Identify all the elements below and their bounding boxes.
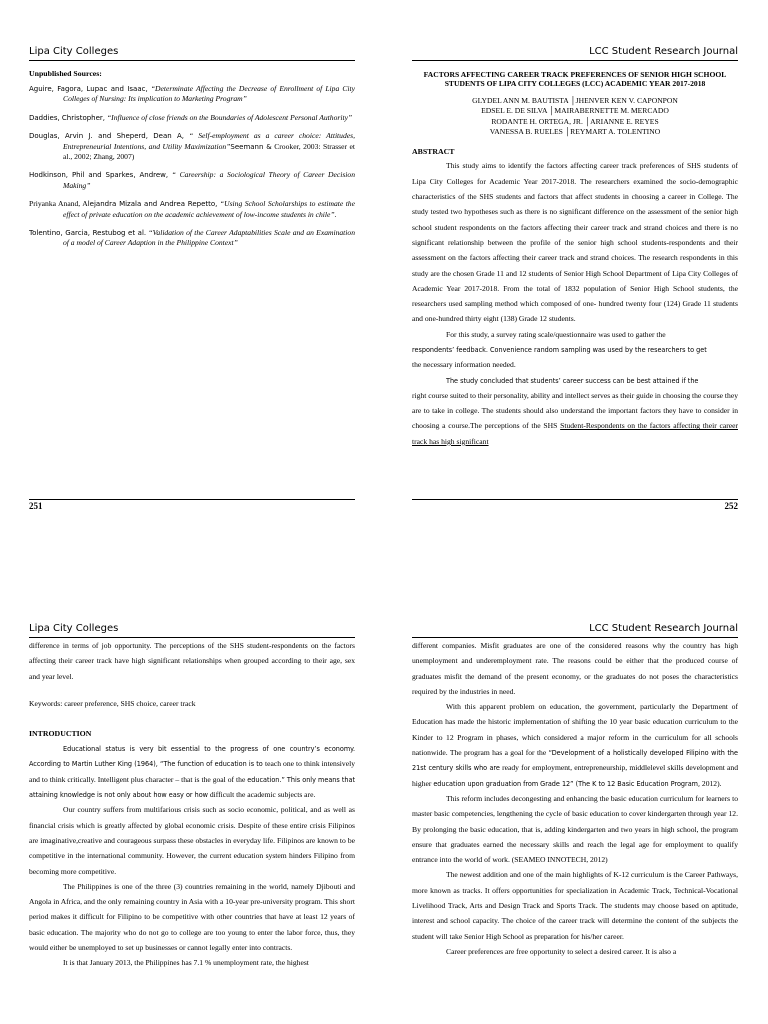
reference-item: Priyanka Anand, Alejandra Mizala and Andrea Repetto, “Using School Scholarships to estimate the effect of private education on the academic achievement of low-income students in chile”. xyxy=(29,199,355,219)
page-header xyxy=(29,44,355,61)
paragraph: For this study, a survey rating scale/questionnaire was used to gather the xyxy=(446,329,666,339)
page-number: 252 xyxy=(724,501,738,511)
paragraph: difference in terms of job opportunity. The perceptions of the SHS student-respondents on the factors affecting their career track have high significant relationships when grouped according to their age, sex and year level. xyxy=(29,641,355,681)
reference-list xyxy=(29,84,355,249)
paragraph: This reform includes decongesting and enhancing the basic education curriculum for learners to master basic competencies, lengthening the cycle of basic education to cover kindergarten through year 12. By prolonging the basic education, that is, adding kindergarten and two years in high school, the program ensure that graduates earned the necessary skills and reach the legal age for employment to qualify entrance into the world of work. (SEAMEO INNOTECH, 2012) xyxy=(412,793,738,865)
section-heading: Unpublished Sources: xyxy=(29,69,102,78)
page-252 xyxy=(412,44,738,514)
page-251 xyxy=(29,44,355,514)
header-left-label: Lipa City Colleges xyxy=(29,46,119,57)
paper-title: FACTORS AFFECTING CAREER TRACK PREFERENCES OF SENIOR HIGH SCHOOL STUDENTS OF LIPA CITY COLLEGES (LCC) ACADEMIC YEAR 2017-2018 xyxy=(423,70,727,89)
page-body xyxy=(412,638,738,959)
author-line: RODANTE H. ORTEGA, JR. │ARIANNE E. REYES xyxy=(491,116,659,126)
paragraph: Our country suffers from multifarious crisis such as socio economic, political, and as well as financial crisis which is greatly affected by global economic crisis. Despite of these entire crisis Filipinos are imaginative,creative and courageous surpass these obstacles in everyday life. Filipinos are known to be competitive in the international community. However, the current education system hinders Filipino from becoming more competitive. xyxy=(29,805,355,876)
page-footer xyxy=(29,499,355,511)
page-left-lower xyxy=(29,621,355,1021)
reference-item: Tolentino, Garcia, Restubog et al. “Validation of the Career Adaptabilities Scale and an Examination of a model of Career Adaption in the Philippine Context” xyxy=(29,228,355,248)
reference-item: Daddies, Christopher, “Influence of close friends on the Boundaries of Adolescent Personal Authority” xyxy=(29,112,353,122)
paragraph: This study aims to identify the factors affecting career track preferences of SHS students of Lipa City Colleges for Academic Year 2017-2018. The researchers examined the socio-demographic characteristics of the SHS students and factors that affect students in choosing a career in College. The study tested two hypotheses such as there is no significant difference on the assessment of the senior high school student respondents on the factors affecting their career track and strand choices and there is no significant relationship between the profile of the senior high school students-respondents and their assessment on the factors affecting their career track and strand choices. The research respondents in this study are the chosen Grade 11 and 12 students of Senior High School Department of Lipa City Colleges of Academic Year 2017-2018. From the total of 1832 population of Senior High School students, the researchers used sampling method which composed of one- hundred twenty four (124) Grade 11 students and one-hundred thirty eight (138) Grade 12 students. xyxy=(412,161,738,324)
keywords: Keywords: career preference, SHS choice, career track xyxy=(29,698,196,708)
abstract-heading: ABSTRACT xyxy=(412,147,455,157)
paragraph: Career preferences are free opportunity to select a desired career. It is also a xyxy=(446,946,677,956)
paragraph: the necessary information needed. xyxy=(412,360,516,370)
page-right-lower xyxy=(412,621,738,1021)
paragraph: The newest addition and one of the main highlights of K-12 curriculum is the Career Pathways, more known as tracks. It offers opportunities for specialization in Academic Track, Technical-Vocational Livelihood Track, Arts and Design Track and Sports Track. The students may choose based on aptitude, interest and school capacity. The choice of the career track will determine the content of the subjects the student will take Senior High School as preparation for his/her career. xyxy=(412,870,738,941)
header-right-label: LCC Student Research Journal xyxy=(589,623,738,634)
page-body xyxy=(29,638,355,971)
paragraph: Educational status is very bit essential to the progress of one country’s economy. According to Martin Luther King (1964), “The function of education is to teach one to think intensively and to think critically. Intelligent plus character – that is the goal of the education.” This only means that attaining knowledge is not only about how easy or how difficult the academic subjects are. xyxy=(29,744,355,800)
page-header xyxy=(412,44,738,61)
author-line: GLYDEL ANN M. BAUTISTA │JHENVER KEN V. CAPONPON xyxy=(472,95,678,105)
paragraph: With this apparent problem on education, the government, particularly the Department of Education has made the historic implementation of shifting the 10 year basic education curriculum to the Kinder to 12 Program in phases, which considered a major reform in the curriculum for all schools nationwide. The program has a goal for the “Development of a holistically developed Filipino with the 21st century skills who are ready for employment, entrepreneurship, middlelevel skills development and higher education upon graduation from Grade 12” (The K to 12 Basic Education Program, 2012). xyxy=(412,702,738,788)
header-left-label: Lipa City Colleges xyxy=(29,623,119,634)
paragraph: different companies. Misfit graduates are one of the considered reasons why the country has high unemployment and underemployment rate. The reasons could be either that the produced course of graduates misfit the demand of the present economy, or the graduates do not poses the characteristics required by the industries in need. xyxy=(412,641,738,696)
reference-item: Hodkinson, Phil and Sparkes, Andrew, “ Careership: a Sociological Theory of Career Decision Making” xyxy=(29,170,355,190)
paragraph: The study concluded that students’ career success can be best attained if the xyxy=(446,375,699,385)
author-line: EDSEL E. DE SILVA │MAIRABERNETTE M. MERCADO xyxy=(481,106,669,116)
page-number: 251 xyxy=(29,501,43,511)
header-right-label: LCC Student Research Journal xyxy=(589,46,738,57)
abstract-body xyxy=(412,158,738,449)
reference-item: Aguire, Fagora, Lupac and Isaac, “Determinate Affecting the Decrease of Enrollment of Lipa City Colleges of Nursing: Its implication to Marketing Program” xyxy=(29,84,355,104)
page-header xyxy=(29,621,355,638)
paragraph: The Philippines is one of the three (3) countries remaining in the world, namely Djibouti and Angola in Africa, and the only remaining country in Asia with a 10-year pre-university program. This short period makes it difficult for Filipino to be competitive with other countries that have at least 12 years of basic education. The majority who do not go to college are too young to enter the labor force, thus, they would either be unemployed to set up businesses or cannot legally enter into contracts. xyxy=(29,881,355,953)
reference-item: Douglas, Arvin J. and Sheperd, Dean A, “ Self-employment as a career choice: Attitudes, Entrepreneurial Intentions, and Utility Maximization”Seemann & Crooker, 2003: Strasser et al., 2002; Zhang, 2007) xyxy=(29,131,355,162)
page-footer xyxy=(412,499,738,511)
paragraph: right course suited to their personality, ability and intellect serves as their guide in choosing the course they are to take in college. The students should also understand the important factors they have to consider in choosing a course.The perceptions of the SHS Student-Respondents on the factors affecting their career track has high significant xyxy=(412,390,738,446)
paragraph: respondents’ feedback. Convenience random sampling was used by the researchers to get xyxy=(412,345,707,354)
author-line: VANESSA B. RUELES │REYMART A. TOLENTINO xyxy=(489,127,661,137)
section-heading: INTRODUCTION xyxy=(29,729,92,739)
author-list xyxy=(412,96,738,138)
paragraph: It is that January 2013, the Philippines has 7.1 % unemployment rate, the highest xyxy=(63,958,309,968)
page-header xyxy=(412,621,738,638)
